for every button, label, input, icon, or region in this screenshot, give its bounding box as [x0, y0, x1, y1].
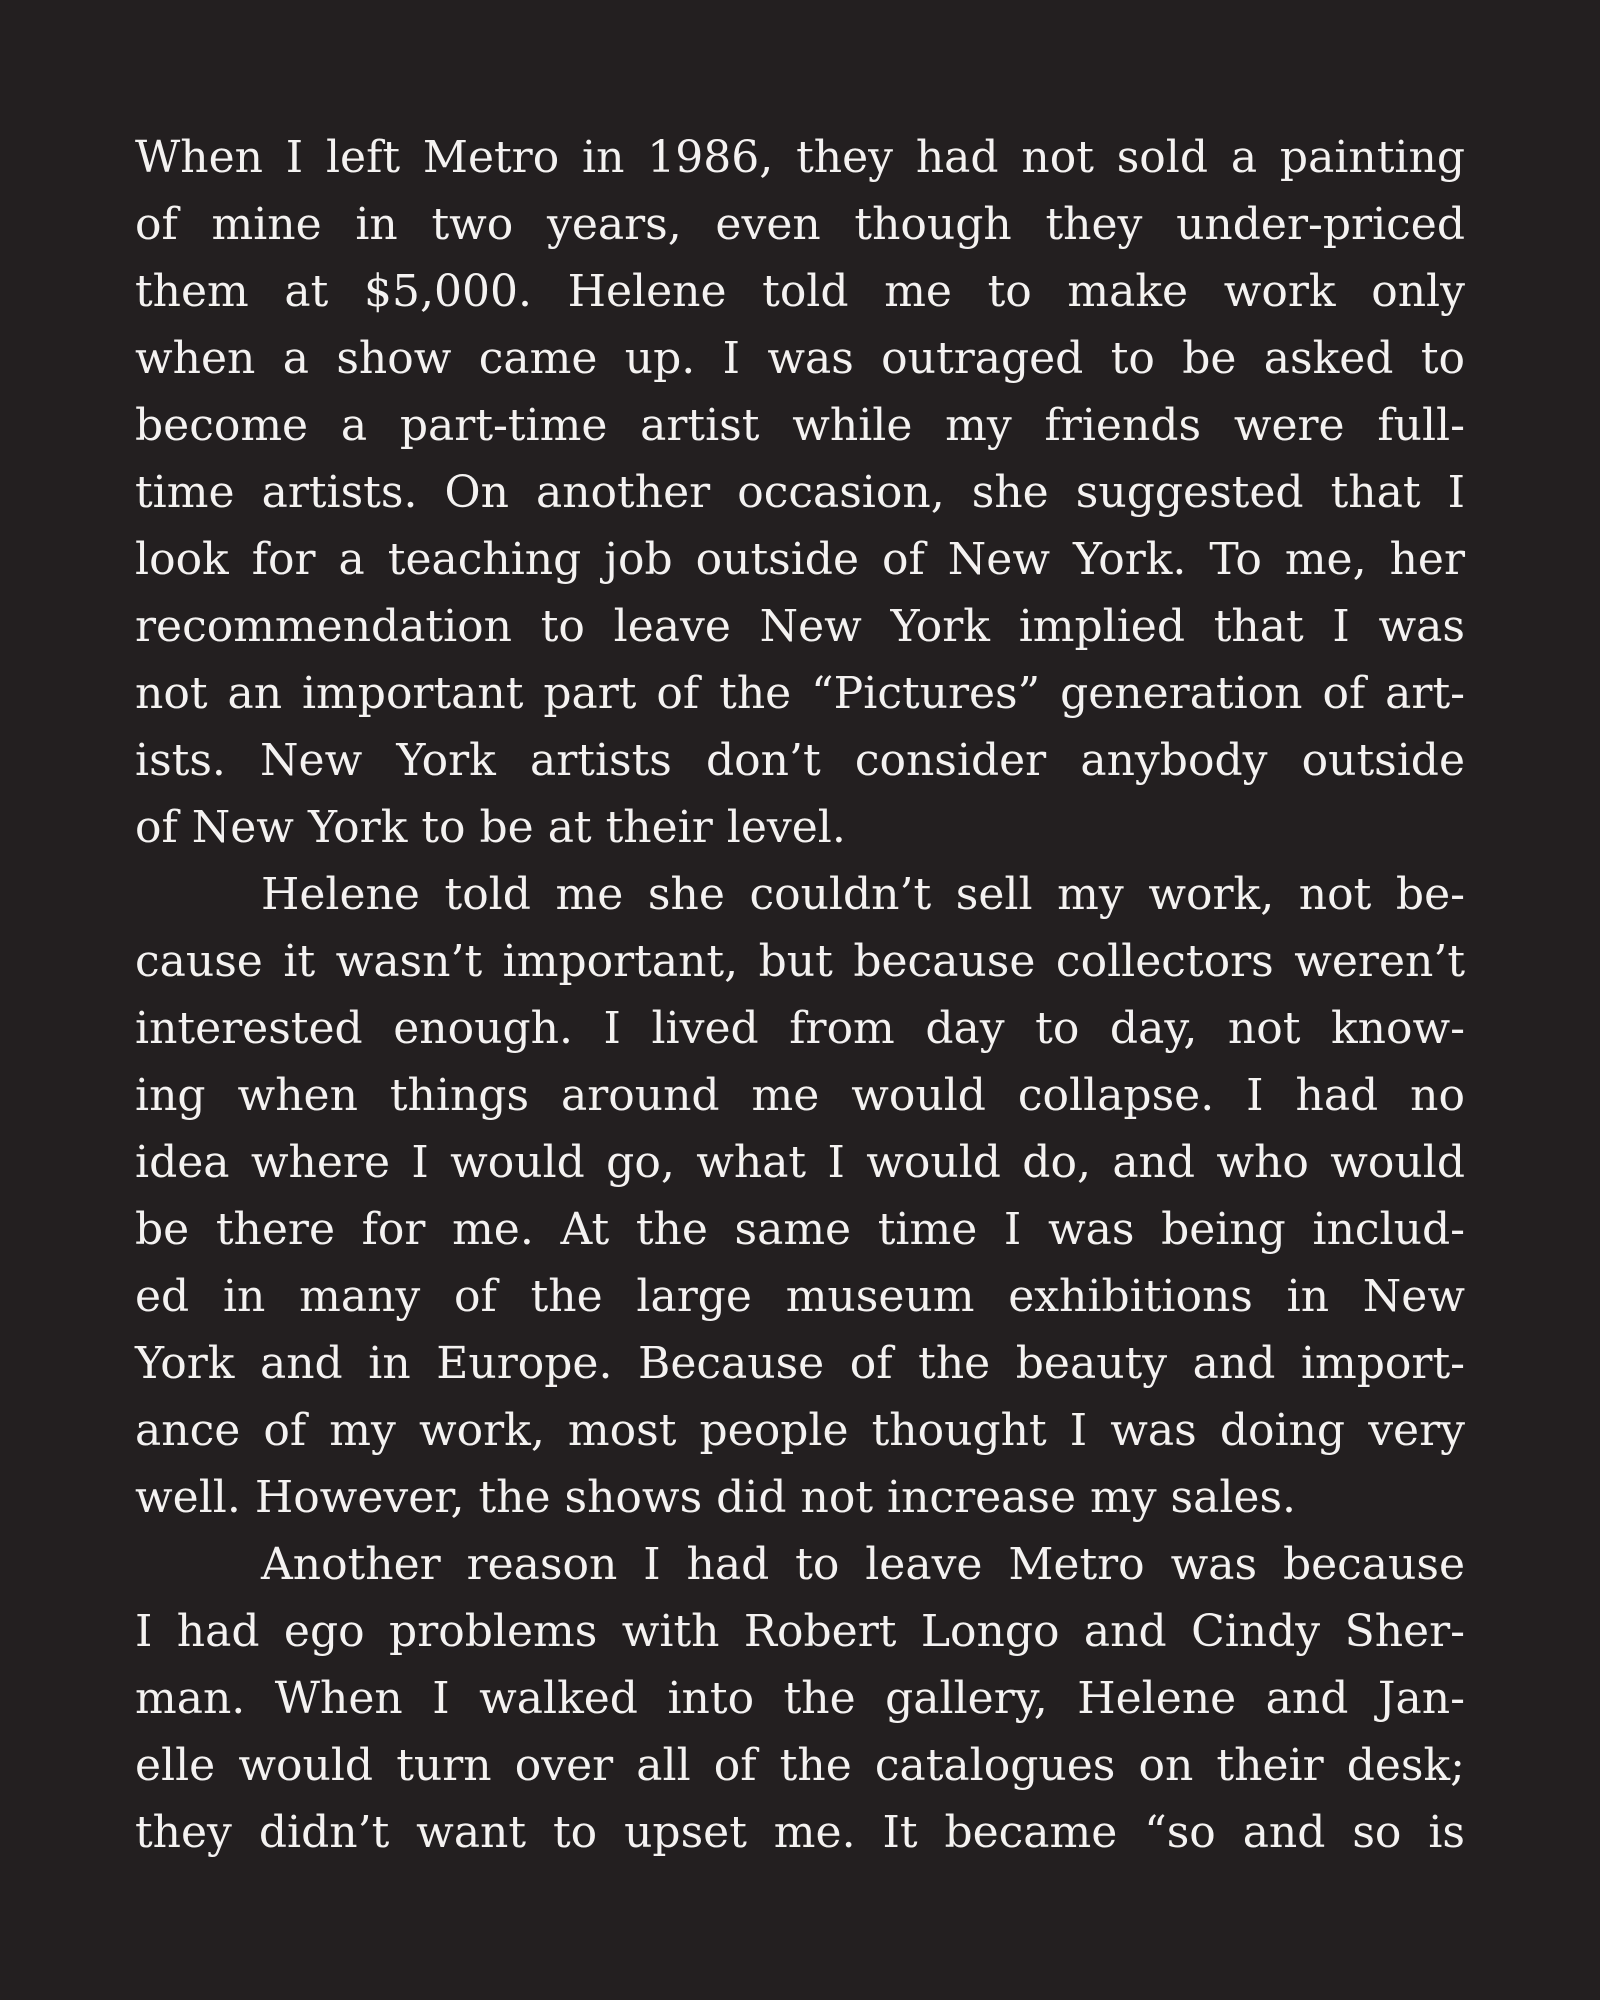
text-line: man. When I walked into the gallery, Helene and Jan-	[135, 1673, 1465, 1724]
text-line: well. However, the shows did not increase my sales.	[135, 1472, 1297, 1523]
text-line: elle would turn over all of the catalogues on their desk;	[135, 1740, 1465, 1791]
text-line: time artists. On another occasion, she suggested that I	[135, 467, 1465, 518]
text-line: ed in many of the large museum exhibitions in New	[135, 1271, 1465, 1322]
text-line: recommendation to leave New York implied that I was	[135, 601, 1465, 652]
text-line: when a show came up. I was outraged to be asked to	[135, 333, 1465, 384]
text-line: Another reason I had to leave Metro was because	[261, 1539, 1465, 1590]
text-line: cause it wasn’t important, but because collectors weren’t	[135, 936, 1465, 987]
text-line: of New York to be at their level.	[135, 802, 846, 853]
text-line: they didn’t want to upset me. It became “so and so is	[135, 1807, 1465, 1858]
text-line: not an important part of the “Pictures” generation of art-	[135, 668, 1465, 719]
text-line: When I left Metro in 1986, they had not sold a painting	[135, 132, 1465, 183]
text-line: York and in Europe. Because of the beauty and import-	[135, 1338, 1465, 1389]
paragraph	[135, 124, 1465, 861]
text-line: of mine in two years, even though they under-priced	[135, 199, 1465, 250]
paragraph	[135, 861, 1465, 1531]
text-line: I had ego problems with Robert Longo and Cindy Sher-	[135, 1606, 1465, 1657]
text-page	[135, 124, 1465, 1866]
text-line: idea where I would go, what I would do, and who would	[135, 1137, 1465, 1188]
text-line: ing when things around me would collapse. I had no	[135, 1070, 1465, 1121]
text-line: interested enough. I lived from day to day, not know-	[135, 1003, 1465, 1054]
text-line: ance of my work, most people thought I was doing very	[135, 1405, 1465, 1456]
text-line: ists. New York artists don’t consider anybody outside	[135, 735, 1465, 786]
text-line: become a part-time artist while my friends were full-	[135, 400, 1465, 451]
text-line: them at $5,000. Helene told me to make work only	[135, 266, 1465, 317]
paragraph	[135, 1531, 1465, 1866]
text-line: look for a teaching job outside of New York. To me, her	[135, 534, 1465, 585]
text-line: be there for me. At the same time I was being includ-	[135, 1204, 1465, 1255]
text-line: Helene told me she couldn’t sell my work, not be-	[261, 869, 1465, 920]
